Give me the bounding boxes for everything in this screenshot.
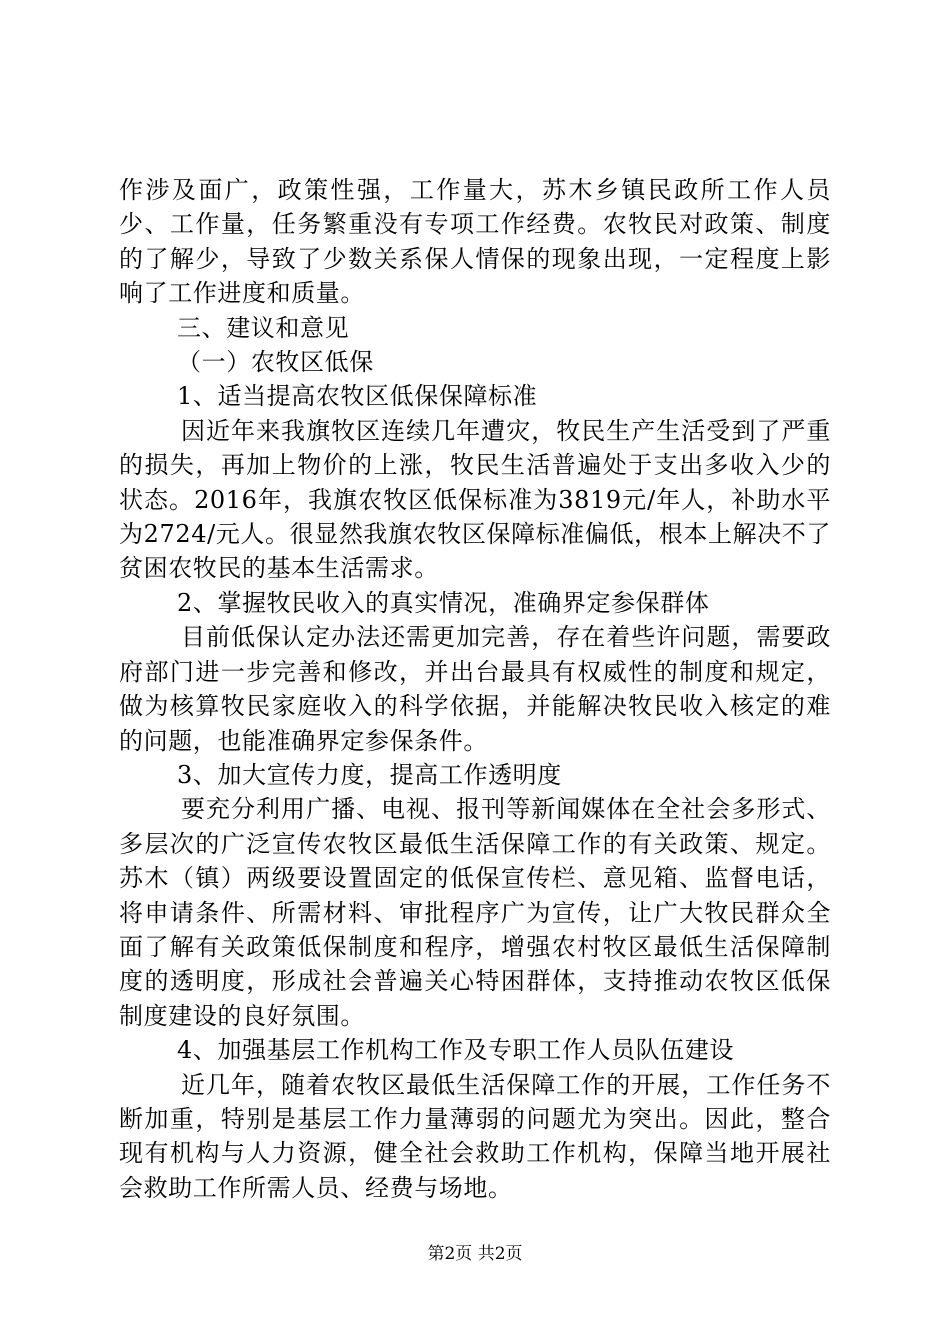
item-heading-1: 1、适当提高农牧区低保保障标准 xyxy=(177,382,538,411)
paragraph-item-1: 因近年来我旗牧区连续几年遭灾，牧民生产生活受到了严重的损失，再加上物价的上涨，牧民生活普遍处于支出多收入少的状态。2016年，我旗农牧区低保标准为3819元/年人，补助水平为2724/元人。很显然我旗农牧区保障标准偏低，根本上解决不了贫困农牧民的基本生活需求。 xyxy=(119,416,831,583)
paragraph-continuation: 作涉及面广，政策性强，工作量大，苏木乡镇民政所工作人员少、工作量，任务繁重没有专项工作经费。农牧民对政策、制度的了解少，导致了少数关系保人情保的现象出现，一定程度上影响了工作进度和质量。 xyxy=(119,176,831,308)
item-heading-3: 3、加大宣传力度，提高工作透明度 xyxy=(177,760,562,789)
item-heading-4: 4、加强基层工作机构工作及专职工作人员队伍建设 xyxy=(177,1036,735,1065)
paragraph-item-4: 近几年，随着农牧区最低生活保障工作的开展，工作任务不断加重，特别是基层工作力量薄弱的问题尤为突出。因此，整合现有机构与人力资源，健全社会救助工作机构，保障当地开展社会救助工作所需人员、经费与场地。 xyxy=(119,1070,831,1202)
item-heading-2: 2、掌握牧民收入的真实情况，准确界定参保群体 xyxy=(177,588,710,617)
page-footer: 第2页 共2页 xyxy=(427,1244,523,1264)
document-body xyxy=(119,173,831,1205)
section-heading: 三、建议和意见 xyxy=(177,313,350,342)
paragraph-item-2: 目前低保认定办法还需更加完善，存在着些许问题，需要政府部门进一步完善和修改，并出台最具有权威性的制度和规定，做为核算牧民家庭收入的科学依据，并能解决牧民收入核定的难的问题，也能准确界定参保条件。 xyxy=(119,623,831,755)
subsection-heading: （一）农牧区低保 xyxy=(177,348,374,377)
paragraph-item-3: 要充分利用广播、电视、报刊等新闻媒体在全社会多形式、多层次的广泛宣传农牧区最低生活保障工作的有关政策、规定。苏木（镇）两级要设置固定的低保宣传栏、意见箱、监督电话，将申请条件、所需材料、审批程序广为宣传，让广大牧民群众全面了解有关政策低保制度和程序，增强农村牧区最低生活保障制度的透明度，形成社会普遍关心特困群体，支持推动农牧区低保制度建设的良好氛围。 xyxy=(119,795,831,1030)
